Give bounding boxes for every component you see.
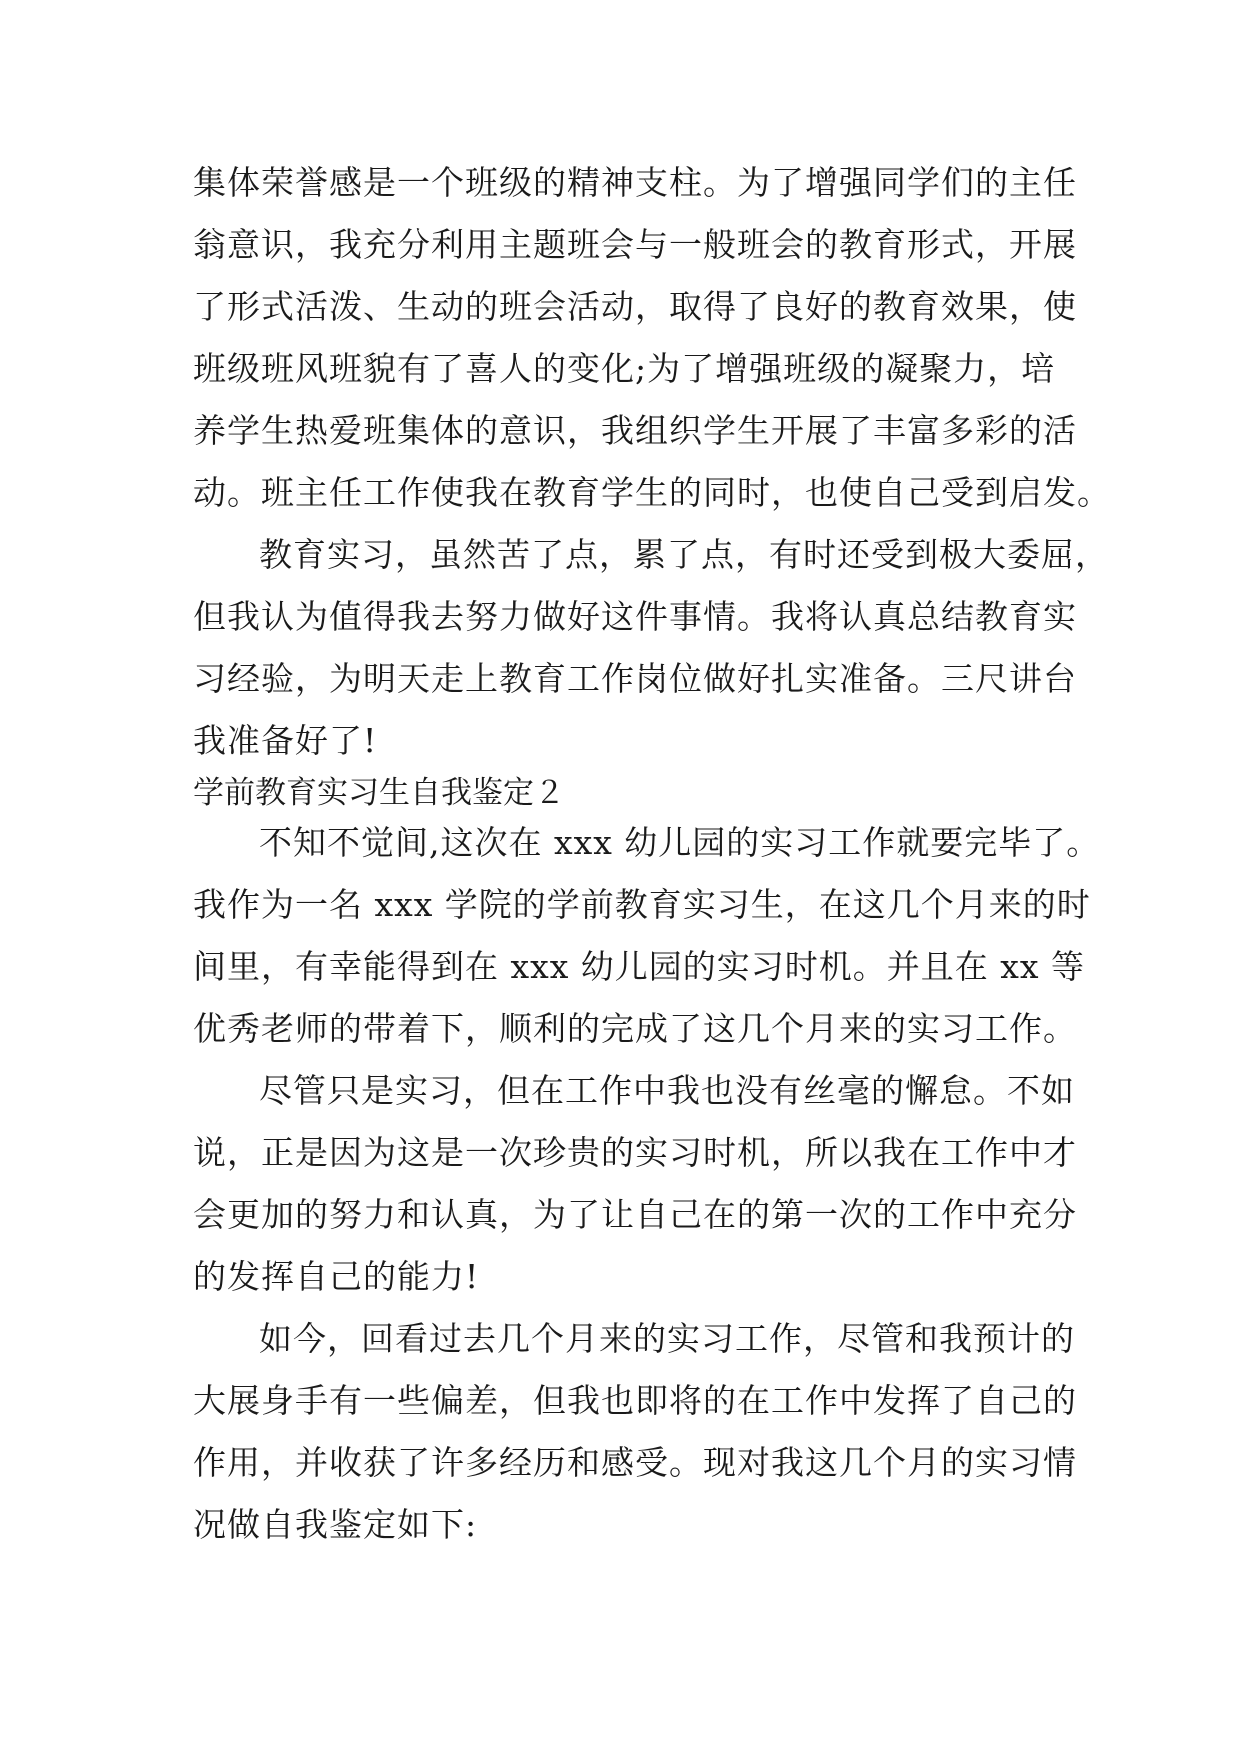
text-line: 我准备好了! <box>193 721 378 760</box>
text-line: 动。班主任工作使我在教育学生的同时，也使自己受到启发。 <box>193 473 1111 512</box>
paragraph-diligence <box>193 1060 1077 1308</box>
text-line: 教育实习，虽然苦了点，累了点，有时还受到极大委屈， <box>259 535 1109 574</box>
section-heading: 学前教育实习生自我鉴定２ <box>193 775 565 811</box>
text-line: 会更加的努力和认真，为了让自己在的第一次的工作中充分 <box>193 1195 1077 1234</box>
text-line: 作用，并收获了许多经历和感受。现对我这几个月的实习情 <box>193 1443 1077 1482</box>
section-1 <box>193 152 1111 772</box>
text-line: 说，正是因为这是一次珍贵的实习时机，所以我在工作中才 <box>193 1133 1077 1172</box>
text-line: 优秀老师的带着下，顺利的完成了这几个月来的实习工作。 <box>193 1009 1077 1048</box>
text-line: 集体荣誉感是一个班级的精神支柱。为了增强同学们的主任 <box>193 163 1077 202</box>
text-line: 翁意识，我充分利用主题班会与一般班会的教育形式，开展 <box>193 225 1077 264</box>
text-line: 大展身手有一些偏差，但我也即将的在工作中发挥了自己的 <box>193 1381 1077 1420</box>
text-line: 尽管只是实习，但在工作中我也没有丝毫的懈怠。不如 <box>259 1071 1075 1110</box>
paragraph-internship-ending <box>193 812 1101 1060</box>
paragraph-class-collective-honor <box>193 152 1111 524</box>
paragraph-self-evaluation-intro <box>193 1308 1077 1556</box>
text-line: 我作为一名 xxx 学院的学前教育实习生，在这几个月来的时 <box>193 885 1091 924</box>
text-line: 的发挥自己的能力! <box>193 1257 480 1296</box>
text-line: 不知不觉间,这次在 xxx 幼儿园的实习工作就要完毕了。 <box>259 823 1101 862</box>
text-line: 养学生热爱班集体的意识，我组织学生开展了丰富多彩的活 <box>193 411 1077 450</box>
text-line: 但我认为值得我去努力做好这件事情。我将认真总结教育实 <box>193 597 1077 636</box>
text-line: 班级班风班貌有了喜人的变化;为了增强班级的凝聚力，培 <box>193 349 1056 388</box>
text-line: 了形式活泼、生动的班会活动，取得了良好的教育效果，使 <box>193 287 1077 326</box>
paragraph-internship-conclusion <box>193 524 1109 772</box>
section-2 <box>193 812 1101 1556</box>
text-line: 况做自我鉴定如下: <box>193 1505 478 1544</box>
text-line: 习经验，为明天走上教育工作岗位做好扎实准备。三尺讲台 <box>193 659 1077 698</box>
text-line: 间里，有幸能得到在 xxx 幼儿园的实习时机。并且在 xx 等 <box>193 947 1086 986</box>
text-line: 如今，回看过去几个月来的实习工作，尽管和我预计的 <box>259 1319 1075 1358</box>
